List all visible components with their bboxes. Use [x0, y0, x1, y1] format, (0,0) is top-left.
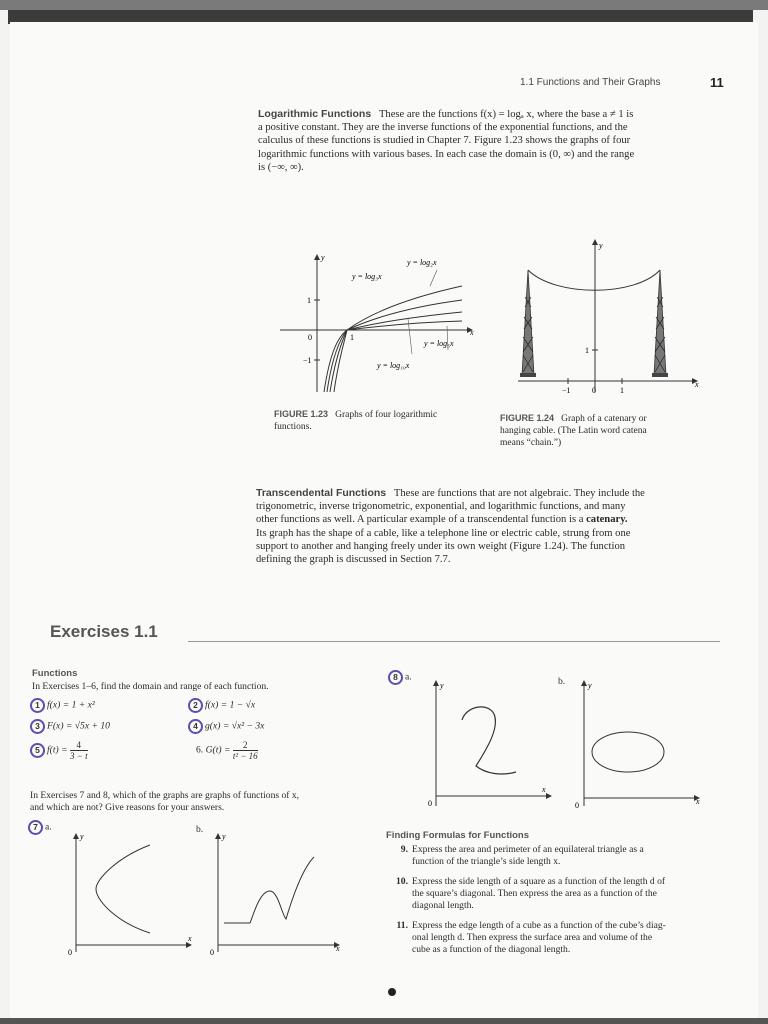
curve-log5	[330, 312, 462, 392]
exercise-10-line-1: Express the side length of a square as a function of the length d of	[412, 876, 666, 887]
exercise-8b-label: b.	[558, 676, 566, 687]
exercise-6-number: 6.	[196, 744, 204, 756]
exercise-9	[390, 844, 720, 868]
exercise-6-fraction	[233, 740, 258, 761]
log-functions-runin: Logarithmic Functions	[258, 108, 372, 120]
ex8a-curve	[462, 707, 516, 774]
fig124-tick-label-1: 1	[620, 386, 624, 395]
exercise-11-number: 11.	[396, 920, 408, 931]
fig124-label: FIGURE 1.24	[500, 413, 555, 423]
exercise-1-expr: f(x) = 1 + x²	[47, 699, 95, 711]
exercise-10-number: 10.	[396, 876, 408, 887]
ex78-intro	[30, 790, 370, 814]
exercise-7b-label: b.	[196, 824, 204, 835]
ex8b-ellipse	[592, 732, 664, 772]
label-log10: y = log₁₀x	[377, 361, 410, 370]
ex8a-x-arrow	[546, 793, 552, 799]
exercise-9-line-2: function of the triangle’s side length x.	[412, 856, 561, 867]
fig123-leader-2	[408, 319, 412, 354]
catenary-curve	[528, 270, 660, 290]
log-line-4: logarithmic functions with various bases. In each case the domain is (0, ∞) and the range	[258, 148, 635, 160]
ex7a-origin: 0	[68, 948, 72, 957]
exercise-5-denominator: 3 − t	[70, 751, 88, 761]
label-log5: y = log₅x	[424, 339, 454, 348]
exercise-9-number: 9.	[400, 844, 408, 855]
exercise-4	[188, 719, 264, 734]
fig123-leader-1	[430, 270, 437, 286]
ex78-intro-1: In Exercises 7 and 8, which of the graphs are graphs of functions of x,	[30, 790, 300, 801]
fig123-tick-label-x1: 1	[350, 333, 354, 342]
ex78-intro-2: and which are not? Give reasons for your answers.	[30, 802, 225, 813]
ex7b-x-label: x	[336, 944, 340, 953]
ink-dot	[388, 988, 396, 996]
label-log2: y = log₂x	[407, 258, 437, 267]
fig124-y-label: y	[599, 241, 603, 250]
ex8b-y-arrow	[581, 680, 587, 686]
exercise-10-line-3: diagonal length.	[412, 900, 474, 911]
exercise-10	[390, 876, 720, 912]
ex7a-x-label: x	[188, 934, 192, 943]
fig124-caption-2: hanging cable. (The Latin word catena	[500, 426, 647, 436]
exercise-7a-graph	[58, 827, 198, 957]
exercise-7b-graph	[202, 827, 352, 957]
ex8b-origin: 0	[575, 801, 579, 810]
exercise-6-numerator: 2	[233, 740, 258, 751]
fig124-tick-label-neg1: −1	[562, 386, 571, 395]
fig123-y-arrow	[314, 254, 320, 260]
ex8a-y-label: y	[440, 681, 444, 690]
exercise-4-expr: g(x) = √x² − 3x	[205, 720, 265, 732]
fig124-y-arrow	[592, 239, 598, 245]
textbook-page	[10, 22, 758, 1022]
log-line-1: These are the functions f(x) = logₐ x, where the base a ≠ 1 is	[378, 109, 634, 120]
log-functions-paragraph	[258, 108, 730, 174]
exercise-8-number: 8	[388, 670, 403, 685]
trans-line-1: These are functions that are not algebraic. They include the	[393, 488, 645, 499]
exercise-10-line-2: the square’s diagonal. Then express the area as a function of the	[412, 888, 657, 899]
catenary-term: catenary.	[586, 514, 628, 526]
fig124-x-label: x	[695, 380, 699, 389]
ex7b-y-label: y	[222, 832, 226, 841]
log-line-2: a positive constant. They are the inverse functions of the exponential functions, and the	[258, 122, 628, 134]
ex8a-y-arrow	[433, 680, 439, 686]
label-log3: y = log₃x	[352, 272, 382, 281]
transcendental-runin: Transcendental Functions	[256, 487, 387, 499]
exercise-2-number: 2	[188, 698, 203, 713]
fig124-tick-label-0: 0	[592, 386, 596, 395]
ex8a-origin: 0	[428, 799, 432, 808]
exercise-3-expr: F(x) = √5x + 10	[47, 720, 110, 732]
fig123-tick-label-0: 0	[308, 333, 312, 342]
exercise-4-number: 4	[188, 719, 203, 734]
fig124-caption-1: Graph of a catenary or	[561, 414, 647, 424]
exercise-11-line-2: onal length d. Then express the surface area and volume of the	[412, 932, 653, 943]
fig123-y-label: y	[321, 253, 325, 262]
fig123-caption-2: functions.	[274, 422, 312, 432]
exercise-5-number: 5	[30, 743, 45, 758]
exercise-7-label	[28, 820, 52, 835]
trans-line-4: Its graph has the shape of a cable, like a telephone line or electric cable, strung from one	[256, 527, 631, 539]
exercise-5-expr: f(t) =	[47, 744, 68, 756]
fig123-x-label: x	[470, 328, 474, 337]
curve-log10	[334, 321, 462, 392]
page-number: 11	[710, 75, 724, 90]
functions-intro: In Exercises 1–6, find the domain and range of each function.	[32, 681, 269, 692]
figure-1-24-caption	[500, 412, 700, 449]
fig123-caption-1: Graphs of four logarithmic	[335, 410, 438, 420]
left-tower	[520, 270, 536, 377]
ex7a-y-label: y	[80, 832, 84, 841]
exercise-3-number: 3	[30, 719, 45, 734]
exercise-8a-label: a.	[405, 671, 412, 683]
ex8b-x-label: x	[696, 797, 700, 806]
transcendental-paragraph	[256, 487, 732, 566]
figure-1-23-graph	[272, 242, 482, 402]
exercise-9-line-1: Express the area and perimeter of an equilateral triangle as a	[412, 844, 644, 855]
ex8a-x-label: x	[542, 785, 546, 794]
trans-line-2: trigonometric, inverse trigonometric, exponential, and logarithmic functions, and many	[256, 501, 626, 513]
exercises-rule	[188, 641, 720, 642]
ex7a-sideways-parabola	[96, 845, 150, 933]
ex8b-y-label: y	[588, 681, 592, 690]
log-line-3: calculus of these functions is studied in Chapter 7. Figure 1.23 shows the graphs of four	[258, 135, 631, 147]
exercise-2	[188, 698, 255, 713]
trans-line-5: support to another and hanging freely under its own weight (Figure 1.24). The function	[256, 540, 626, 552]
functions-heading: Functions	[32, 668, 78, 679]
exercise-6-expr: G(t) =	[205, 744, 231, 756]
exercises-title: Exercises 1.1	[50, 622, 158, 641]
ex7b-y-arrow	[215, 833, 221, 839]
exercise-11	[390, 920, 720, 956]
exercise-7a-label: a.	[45, 821, 52, 833]
exercise-8b-graph	[570, 674, 710, 814]
exercise-1-number: 1	[30, 698, 45, 713]
fig123-tick-label-neg1: −1	[303, 356, 312, 365]
scan-top-edge	[0, 0, 768, 10]
exercise-5-fraction	[70, 740, 88, 761]
log-line-5: is (−∞, ∞).	[258, 161, 304, 173]
fig124-caption-3: means “chain.”)	[500, 438, 562, 448]
fig123-label: FIGURE 1.23	[274, 409, 329, 419]
exercise-5	[30, 740, 88, 761]
scan-bottom-edge	[0, 1018, 768, 1024]
exercise-6	[196, 740, 258, 761]
exercise-3	[30, 719, 110, 734]
fig123-tick-label-1: 1	[307, 296, 311, 305]
fig124-tick-label-y1: 1	[585, 346, 589, 355]
exercise-11-line-1: Express the edge length of a cube as a function of the cube’s diag-	[412, 920, 666, 931]
ex7a-y-arrow	[73, 833, 79, 839]
trans-line-6: defining the graph is discussed in Section 7.7.	[256, 554, 451, 566]
right-tower	[652, 270, 668, 377]
trans-line-3a: other functions as well. A particular example of a transcendental function is a	[256, 514, 584, 526]
exercise-6-denominator: t² − 16	[232, 751, 258, 761]
exercise-1	[30, 698, 95, 713]
ex7b-curve	[224, 857, 314, 923]
exercise-11-line-3: cube as a function of the diagonal length.	[412, 944, 571, 955]
running-header: 1.1 Functions and Their Graphs	[520, 77, 661, 88]
exercise-5-numerator: 4	[70, 740, 88, 751]
formulas-heading: Finding Formulas for Functions	[386, 830, 530, 841]
ex7b-origin: 0	[210, 948, 214, 957]
figure-1-24-graph	[510, 237, 705, 397]
exercise-8-label	[388, 670, 412, 685]
exercise-7-number: 7	[28, 820, 43, 835]
exercise-8a-graph	[420, 674, 560, 814]
exercise-2-expr: f(x) = 1 − √x	[205, 699, 256, 711]
figure-1-23-caption	[274, 408, 474, 433]
